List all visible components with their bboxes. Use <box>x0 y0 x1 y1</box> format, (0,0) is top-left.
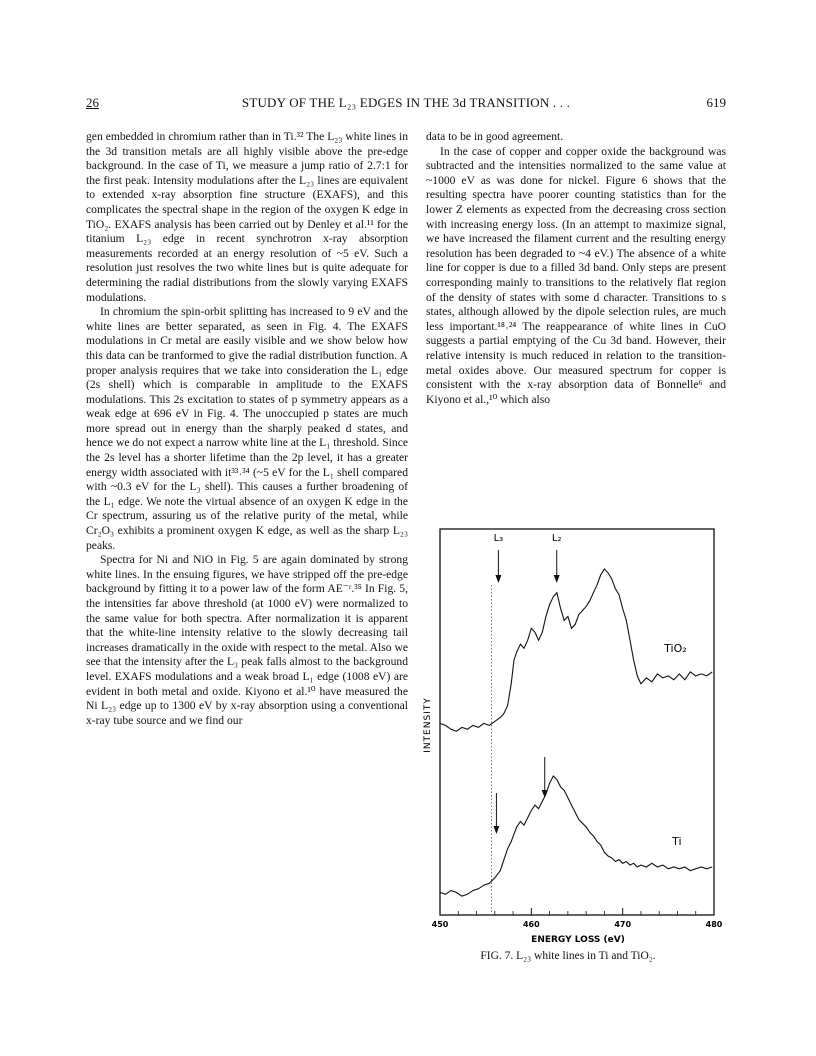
paragraph: gen embedded in chromium rather than in Ti.³² The L₂₃ white lines in the 3d transition metals are all highly visible above the pre-edge background. In the case of Ti, we measure a jump ratio of 2.7:1 for the first peak. Intensity modulations after the L₂₃ lines are equivalent to extended x-ray absorption fine structure (EXAFS), and this complicates the spectral shape in the region of the oxygen K edge in TiO₂. EXAFS analysis has been carried out by Denley et al.¹¹ for the titanium L₂₃ edge in recent synchrotron x-ray absorption measurements recorded at an energy resolution of ~5 eV. Such a resolution just resolves the two white lines but is quite adequate for determining the radial distributions from the slowly varying EXAFS modulations. <box>86 130 408 304</box>
edge-arrow-head <box>554 575 560 583</box>
figure-7 <box>408 525 726 945</box>
x-tick-label: 450 <box>431 920 449 929</box>
paragraph: In chromium the spin-orbit splitting has increased to 9 eV and the white lines are better separated, as seen in Fig. 4. The EXAFS modulations in Cr metal are easily visible and we show below how this data can be tranformed to give the radial distribution function. A proper analysis requires that we take into consideration the L₁ edge (2s shell) which is comparable in amplitude to the EXAFS modulations. This 2s excitation to states of p symmetry appears as a weak edge at 696 eV in Fig. 4. The unoccupied p states are much more spread out in energy than the sharply peaked d states, and hence we do not expect a narrow white line at the L₁ threshold. Since the 2s level has a shorter lifetime than the 2p level, it has a greater energy width associated with it³³˒³⁴ (~5 eV for the L₁ shell compared with ~0.3 eV for the L₃ shell). This causes a further broadening of the L₁ edge. We note the virtual absence of an oxygen K edge in the Cr spectrum, assuring us of the relative purity of the metal, while Cr₂O₃ exhibits a prominent oxygen K edge, as well as the sharp L₂₃ peaks. <box>86 305 408 552</box>
paragraph: data to be in good agreement. <box>426 130 564 143</box>
x-tick-label: 460 <box>522 920 540 929</box>
y-axis-label: INTENSITY <box>423 697 433 753</box>
running-title: STUDY OF THE L₂₃ EDGES IN THE 3d TRANSITION . . . <box>241 95 571 110</box>
series-label: Ti <box>672 834 682 848</box>
x-axis-label: ENERGY LOSS (eV) <box>531 935 625 945</box>
volume-number: 26 <box>86 95 99 110</box>
paragraph: In the case of copper and copper oxide the background was subtracted and the intensities normalized to the same value at ~1000 eV as was done for nickel. Figure 6 shows that the resulting spectra have poorer counting statistics than for the lower Z elements as expected from the decreasing cross section with increasing energy loss. (In an attempt to maximize signal, we have increased the filament current and the resulting energy resolution has been degraded to ~4 eV.) The absence of a white line for copper is due to a filled 3d band. Only steps are present corresponding mainly to transitions to the relatively flat region of the density of states with some d character. Transitions to s states, although allowed by the dipole selection rules, are much less important.¹⁸˒²⁴ The reappearance of white lines in CuO suggests a partial emptying of the Cu 3d band. However, their relative intensity is much reduced in relation to the transition-metal oxides above. Our measured spectrum for copper is consistent with the x-ray absorption data of Bonnelle⁶ and Kiyono et al.,¹⁰ which also <box>426 144 726 406</box>
edge-label: L₂ <box>551 533 562 544</box>
ti-arrow-head <box>493 826 499 834</box>
page-number: 619 <box>706 95 726 110</box>
spectrum-chart <box>408 525 726 945</box>
running-header <box>86 95 726 117</box>
ti-arrow-head <box>542 790 548 798</box>
series-label: TiO₂ <box>664 641 687 655</box>
x-tick-label: 480 <box>705 920 723 929</box>
left-column <box>86 130 408 728</box>
edge-arrow-head <box>495 575 501 583</box>
plot-frame <box>440 529 714 915</box>
paragraph: Spectra for Ni and NiO in Fig. 5 are again dominated by strong white lines. In the ensuing figures, we have stripped off the pre-edge background by fitting it to a power law of the form AE⁻ʳ.³⁵ In Fig. 5, the intensities far above threshold (at 1000 eV) were normalized to the same value for both spectra. After normalization it is apparent that the white-line intensity relative to the slowly decreasing tail increases dramatically in the oxide with respect to the metal. Also we see that the intensity after the L₃ peak falls almost to the background level. EXAFS modulations and a weak broad L₁ edge (1008 eV) are evident in both metal and oxide. Kiyono et al.¹⁰ have measured the Ni L₂₃ edge up to 1300 eV by x-ray absorption using a conventional x-ray tube source and we find our <box>86 553 408 727</box>
figure-caption: FIG. 7. L₂₃ white lines in Ti and TiO₂. <box>480 950 656 962</box>
x-tick-label: 470 <box>614 920 632 929</box>
edge-label: L₃ <box>493 533 504 544</box>
right-column <box>426 130 726 407</box>
